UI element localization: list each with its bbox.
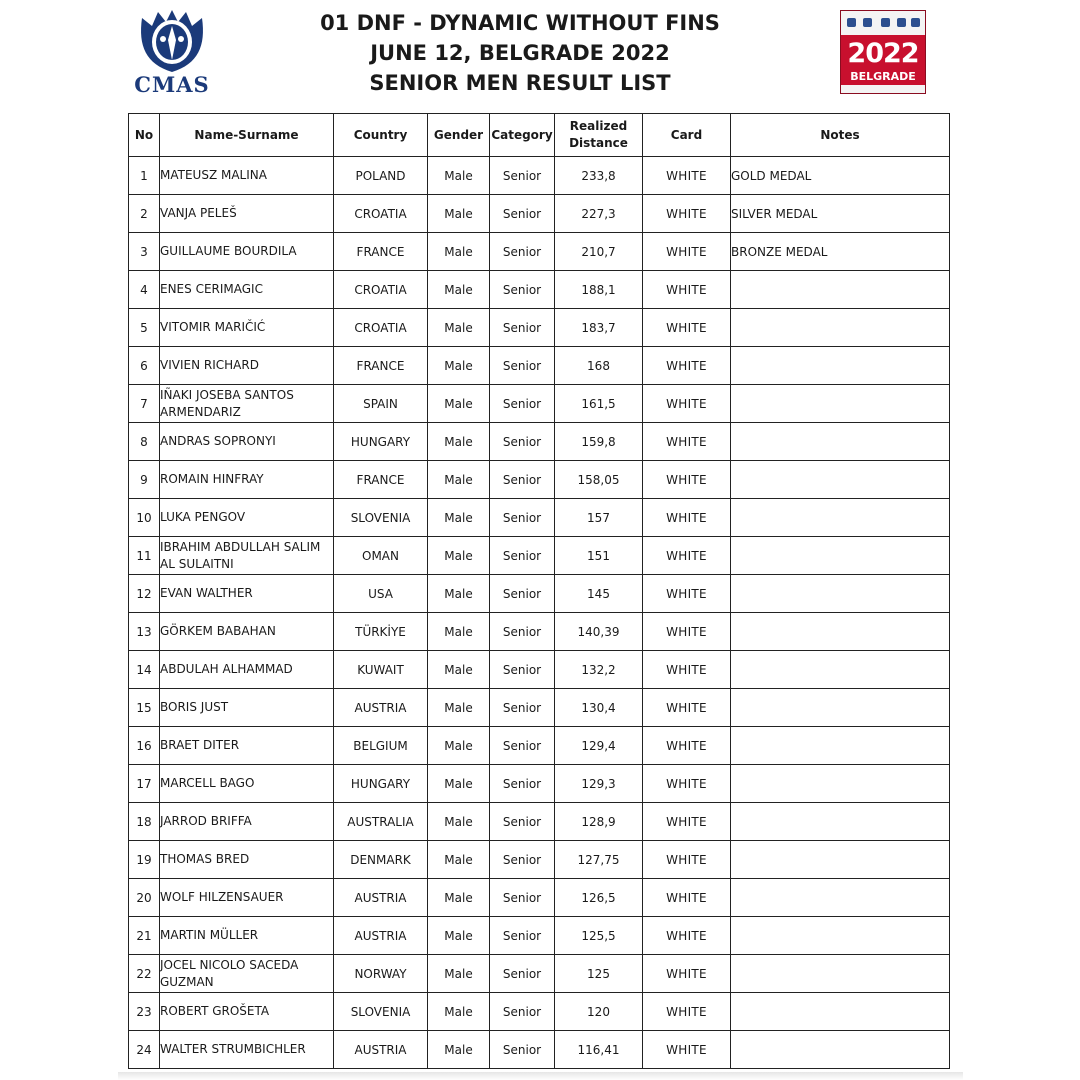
cell-no: 17 (129, 765, 160, 803)
cell-card: WHITE (643, 1031, 731, 1069)
cell-no: 4 (129, 271, 160, 309)
cell-gender: Male (428, 575, 490, 613)
cell-card: WHITE (643, 765, 731, 803)
cell-gender: Male (428, 499, 490, 537)
cell-distance: 129,4 (555, 727, 643, 765)
cell-name: MARCELL BAGO (160, 765, 334, 803)
cell-distance: 158,05 (555, 461, 643, 499)
cell-name: IBRAHIM ABDULLAH SALIM AL SULAITNI (160, 537, 334, 575)
cell-no: 23 (129, 993, 160, 1031)
cell-gender: Male (428, 917, 490, 955)
cell-card: WHITE (643, 689, 731, 727)
cell-gender: Male (428, 347, 490, 385)
cell-name: GÖRKEM BABAHAN (160, 613, 334, 651)
cell-category: Senior (490, 233, 555, 271)
cell-country: OMAN (334, 537, 428, 575)
event-logo-year: 2022 (847, 38, 919, 69)
cell-card: WHITE (643, 157, 731, 195)
cell-no: 18 (129, 803, 160, 841)
cell-notes (731, 993, 950, 1031)
cell-country: HUNGARY (334, 765, 428, 803)
cell-gender: Male (428, 879, 490, 917)
cell-country: FRANCE (334, 461, 428, 499)
cell-gender: Male (428, 651, 490, 689)
cell-gender: Male (428, 157, 490, 195)
table-row (129, 385, 950, 423)
cell-notes (731, 765, 950, 803)
cell-name: GUILLAUME BOURDILA (160, 233, 334, 271)
cell-country: AUSTRALIA (334, 803, 428, 841)
cell-distance: 129,3 (555, 765, 643, 803)
cell-no: 21 (129, 917, 160, 955)
cell-distance: 127,75 (555, 841, 643, 879)
cell-name: LUKA PENGOV (160, 499, 334, 537)
cell-card: WHITE (643, 233, 731, 271)
cell-card: WHITE (643, 347, 731, 385)
cell-gender: Male (428, 727, 490, 765)
cell-card: WHITE (643, 917, 731, 955)
cell-distance: 151 (555, 537, 643, 575)
cell-card: WHITE (643, 727, 731, 765)
cell-distance: 116,41 (555, 1031, 643, 1069)
cell-category: Senior (490, 461, 555, 499)
cell-card: WHITE (643, 271, 731, 309)
cell-category: Senior (490, 1031, 555, 1069)
cell-category: Senior (490, 879, 555, 917)
cell-no: 15 (129, 689, 160, 727)
cell-name: ROBERT GROŠETA (160, 993, 334, 1031)
table-body (129, 157, 950, 1069)
cell-name: VIVIEN RICHARD (160, 347, 334, 385)
cell-category: Senior (490, 613, 555, 651)
cell-name: VANJA PELEŠ (160, 195, 334, 233)
cell-category: Senior (490, 955, 555, 993)
cell-distance: 159,8 (555, 423, 643, 461)
event-logo-city: BELGRADE (850, 70, 916, 83)
cell-no: 20 (129, 879, 160, 917)
cell-gender: Male (428, 195, 490, 233)
cell-distance: 227,3 (555, 195, 643, 233)
cell-country: BELGIUM (334, 727, 428, 765)
table-row (129, 575, 950, 613)
cell-distance: 125,5 (555, 917, 643, 955)
cell-category: Senior (490, 347, 555, 385)
column-header-card: Card (643, 114, 731, 157)
cell-gender: Male (428, 1031, 490, 1069)
cell-category: Senior (490, 499, 555, 537)
table-row (129, 233, 950, 271)
cell-no: 3 (129, 233, 160, 271)
cell-country: CROATIA (334, 271, 428, 309)
cell-notes (731, 917, 950, 955)
cell-no: 19 (129, 841, 160, 879)
cell-card: WHITE (643, 993, 731, 1031)
belgrade-2022-logo (840, 10, 926, 94)
cell-card: WHITE (643, 651, 731, 689)
table-row (129, 309, 950, 347)
cell-notes (731, 271, 950, 309)
table-row (129, 727, 950, 765)
cell-notes (731, 461, 950, 499)
cell-country: SPAIN (334, 385, 428, 423)
cell-notes (731, 347, 950, 385)
cell-country: SLOVENIA (334, 499, 428, 537)
cell-notes: GOLD MEDAL (731, 157, 950, 195)
cell-name: VITOMIR MARIČIĆ (160, 309, 334, 347)
sponsor-badge-icon (897, 18, 906, 27)
column-header-notes: Notes (731, 114, 950, 157)
cell-gender: Male (428, 537, 490, 575)
cell-notes (731, 613, 950, 651)
cell-gender: Male (428, 803, 490, 841)
table-row (129, 157, 950, 195)
cell-category: Senior (490, 157, 555, 195)
table-row (129, 917, 950, 955)
table-row (129, 993, 950, 1031)
cell-distance: 140,39 (555, 613, 643, 651)
cell-notes: SILVER MEDAL (731, 195, 950, 233)
cell-distance: 210,7 (555, 233, 643, 271)
cell-notes (731, 499, 950, 537)
cell-gender: Male (428, 309, 490, 347)
cell-name: MATEUSZ MALINA (160, 157, 334, 195)
cell-gender: Male (428, 955, 490, 993)
cell-notes (731, 423, 950, 461)
column-header-category: Category (490, 114, 555, 157)
cell-no: 7 (129, 385, 160, 423)
cell-category: Senior (490, 423, 555, 461)
cell-distance: 157 (555, 499, 643, 537)
cell-name: EVAN WALTHER (160, 575, 334, 613)
cell-name: ANDRAS SOPRONYI (160, 423, 334, 461)
cell-gender: Male (428, 689, 490, 727)
cell-notes (731, 689, 950, 727)
cell-distance: 126,5 (555, 879, 643, 917)
cell-name: ENES CERIMAGIC (160, 271, 334, 309)
cell-distance: 161,5 (555, 385, 643, 423)
cell-category: Senior (490, 993, 555, 1031)
title-line-list: SENIOR MEN RESULT LIST (369, 71, 671, 95)
cell-card: WHITE (643, 613, 731, 651)
cell-name: BORIS JUST (160, 689, 334, 727)
event-logo-footer (841, 85, 925, 93)
cell-name: THOMAS BRED (160, 841, 334, 879)
page-bottom-shadow (118, 1072, 963, 1080)
cell-country: POLAND (334, 157, 428, 195)
cell-card: WHITE (643, 841, 731, 879)
cell-card: WHITE (643, 309, 731, 347)
cell-no: 12 (129, 575, 160, 613)
cell-card: WHITE (643, 537, 731, 575)
cell-name: MARTIN MÜLLER (160, 917, 334, 955)
cell-category: Senior (490, 803, 555, 841)
cell-name: WALTER STRUMBICHLER (160, 1031, 334, 1069)
cell-no: 9 (129, 461, 160, 499)
cell-country: DENMARK (334, 841, 428, 879)
cell-no: 6 (129, 347, 160, 385)
cell-country: AUSTRIA (334, 1031, 428, 1069)
cell-category: Senior (490, 689, 555, 727)
column-header-realized-distance (555, 114, 643, 157)
cell-distance: 183,7 (555, 309, 643, 347)
cell-name: JARROD BRIFFA (160, 803, 334, 841)
cell-distance: 145 (555, 575, 643, 613)
cmas-emblem-icon (132, 6, 212, 76)
table-row (129, 803, 950, 841)
table-row (129, 461, 950, 499)
column-header-realized-line1: Realized (569, 119, 628, 133)
title-line-event: 01 DNF - DYNAMIC WITHOUT FINS (320, 11, 720, 35)
cell-notes (731, 727, 950, 765)
cell-no: 14 (129, 651, 160, 689)
cell-gender: Male (428, 841, 490, 879)
cell-no: 22 (129, 955, 160, 993)
cell-card: WHITE (643, 461, 731, 499)
cell-no: 2 (129, 195, 160, 233)
cell-country: HUNGARY (334, 423, 428, 461)
table-row (129, 423, 950, 461)
document-title (260, 8, 780, 98)
table-row (129, 689, 950, 727)
cell-notes: BRONZE MEDAL (731, 233, 950, 271)
cell-gender: Male (428, 765, 490, 803)
table-row (129, 651, 950, 689)
cell-no: 13 (129, 613, 160, 651)
sponsor-strip (841, 11, 925, 35)
cell-name: IÑAKI JOSEBA SANTOS ARMENDARIZ (160, 385, 334, 423)
table-row (129, 879, 950, 917)
cell-category: Senior (490, 651, 555, 689)
table-row (129, 195, 950, 233)
sponsor-badge-icon (847, 18, 856, 27)
cell-distance: 128,9 (555, 803, 643, 841)
results-table (128, 113, 950, 1069)
cell-country: CROATIA (334, 195, 428, 233)
cell-gender: Male (428, 271, 490, 309)
cmas-logo-text: CMAS (134, 72, 210, 97)
cell-gender: Male (428, 613, 490, 651)
cell-country: NORWAY (334, 955, 428, 993)
cell-distance: 188,1 (555, 271, 643, 309)
cell-country: AUSTRIA (334, 917, 428, 955)
column-header-country: Country (334, 114, 428, 157)
cell-country: AUSTRIA (334, 879, 428, 917)
table-row (129, 841, 950, 879)
cell-country: USA (334, 575, 428, 613)
cell-name: BRAET DITER (160, 727, 334, 765)
cell-notes (731, 575, 950, 613)
cell-no: 10 (129, 499, 160, 537)
cell-name: ABDULAH ALHAMMAD (160, 651, 334, 689)
cell-card: WHITE (643, 803, 731, 841)
cell-distance: 125 (555, 955, 643, 993)
column-header-no: No (129, 114, 160, 157)
cell-notes (731, 879, 950, 917)
sponsor-badge-icon (881, 18, 890, 27)
cell-category: Senior (490, 841, 555, 879)
cell-distance: 132,2 (555, 651, 643, 689)
cell-category: Senior (490, 271, 555, 309)
cell-category: Senior (490, 537, 555, 575)
cell-notes (731, 309, 950, 347)
cell-gender: Male (428, 993, 490, 1031)
cell-no: 24 (129, 1031, 160, 1069)
cell-notes (731, 841, 950, 879)
cell-name: JOCEL NICOLO SACEDA GUZMAN (160, 955, 334, 993)
cell-country: TÜRKİYE (334, 613, 428, 651)
cell-category: Senior (490, 195, 555, 233)
cell-country: FRANCE (334, 347, 428, 385)
cell-notes (731, 651, 950, 689)
table-row (129, 1031, 950, 1069)
cell-category: Senior (490, 917, 555, 955)
cell-country: FRANCE (334, 233, 428, 271)
table-row (129, 765, 950, 803)
cell-no: 5 (129, 309, 160, 347)
cell-no: 1 (129, 157, 160, 195)
cell-distance: 233,8 (555, 157, 643, 195)
title-line-date: JUNE 12, BELGRADE 2022 (370, 41, 670, 65)
cell-country: CROATIA (334, 309, 428, 347)
cell-category: Senior (490, 765, 555, 803)
cell-notes (731, 537, 950, 575)
column-header-gender: Gender (428, 114, 490, 157)
cell-gender: Male (428, 461, 490, 499)
cell-card: WHITE (643, 955, 731, 993)
table-row (129, 613, 950, 651)
table-row (129, 955, 950, 993)
cell-gender: Male (428, 423, 490, 461)
cell-name: ROMAIN HINFRAY (160, 461, 334, 499)
cell-country: KUWAIT (334, 651, 428, 689)
table-row (129, 271, 950, 309)
cell-category: Senior (490, 309, 555, 347)
cell-distance: 168 (555, 347, 643, 385)
cell-no: 16 (129, 727, 160, 765)
cell-distance: 130,4 (555, 689, 643, 727)
table-header-row (129, 114, 950, 157)
cell-card: WHITE (643, 195, 731, 233)
cell-gender: Male (428, 233, 490, 271)
cell-card: WHITE (643, 879, 731, 917)
cell-notes (731, 803, 950, 841)
cell-notes (731, 1031, 950, 1069)
sponsor-badge-icon (911, 18, 920, 27)
cell-card: WHITE (643, 575, 731, 613)
cell-card: WHITE (643, 423, 731, 461)
sponsor-badge-icon (863, 18, 872, 27)
cell-category: Senior (490, 575, 555, 613)
cell-country: SLOVENIA (334, 993, 428, 1031)
cell-no: 11 (129, 537, 160, 575)
table-row (129, 499, 950, 537)
cell-notes (731, 385, 950, 423)
cell-country: AUSTRIA (334, 689, 428, 727)
cell-no: 8 (129, 423, 160, 461)
cell-distance: 120 (555, 993, 643, 1031)
cell-card: WHITE (643, 499, 731, 537)
cell-notes (731, 955, 950, 993)
table-row (129, 347, 950, 385)
cell-category: Senior (490, 727, 555, 765)
cell-name: WOLF HILZENSAUER (160, 879, 334, 917)
column-header-realized-line2: Distance (569, 136, 628, 150)
cell-gender: Male (428, 385, 490, 423)
cell-card: WHITE (643, 385, 731, 423)
column-header-name: Name-Surname (160, 114, 334, 157)
table-row (129, 537, 950, 575)
cell-category: Senior (490, 385, 555, 423)
